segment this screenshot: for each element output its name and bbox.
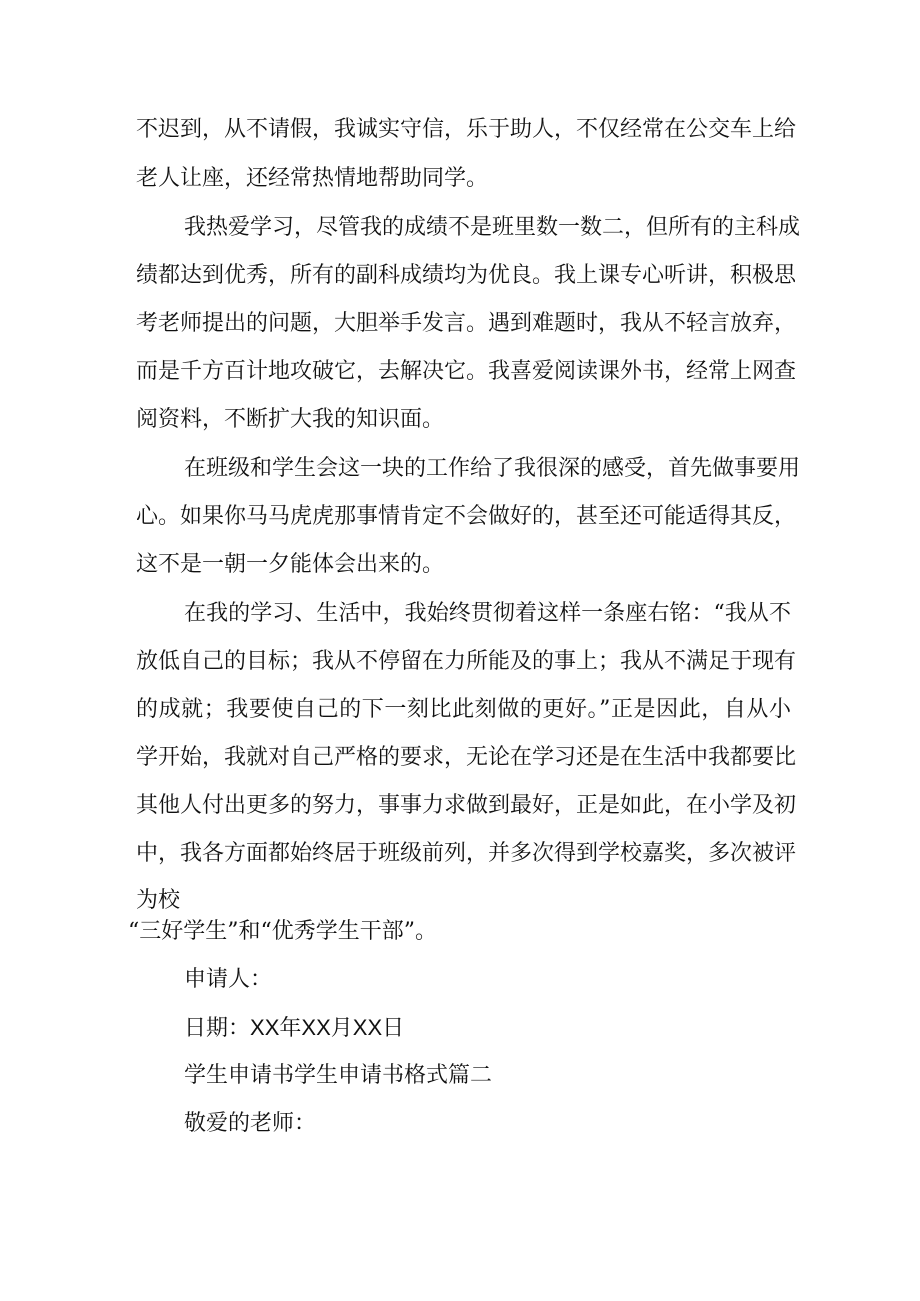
- text-line: 绩都达到优秀，所有的副科成绩均为优良。我上课专心听讲，积极思: [136, 263, 797, 288]
- text-line: “三好学生”和“优秀学生干部”。: [128, 919, 437, 944]
- date-month-unit: 月: [330, 1016, 353, 1041]
- text-line: 为校: [136, 888, 181, 913]
- text-line: 心。如果你马马虎虎那事情肯定不会做好的，甚至还可能适得其反，: [136, 504, 797, 529]
- text-line: 在班级和学生会这一块的工作给了我很深的感受，首先做事要用: [184, 456, 801, 481]
- text-line: 老人让座，还经常热情地帮助同学。: [136, 166, 489, 191]
- text-line: 考老师提出的问题，大胆举手发言。遇到难题时，我从不轻言放弃，: [136, 311, 797, 336]
- text-line: 在我的学习、生活中，我始终贯彻着这样一条座右铭：“我从不: [184, 601, 791, 626]
- text-line: 这不是一朝一夕能体会出来的。: [136, 552, 445, 577]
- text-line: 不迟到，从不请假，我诚实守信，乐于助人，不仅经常在公交车上给: [136, 117, 797, 142]
- text-line: 我热爱学习，尽管我的成绩不是班里数一数二，但所有的主科成: [184, 215, 801, 240]
- date-day: XX: [352, 1015, 383, 1040]
- date-month: XX: [301, 1015, 331, 1040]
- applicant-label: 申请人：: [184, 967, 273, 992]
- text-line: 的成就；我要使自己的下一刻比此刻做的更好。”正是因此，自从小: [136, 697, 791, 722]
- text-line: 放低自己的目标；我从不停留在力所能及的事上；我从不满足于现有: [136, 649, 797, 674]
- salutation: 敬爱的老师：: [184, 1111, 317, 1136]
- text-line: 而是千方百计地攻破它，去解决它。我喜爱阅读课外书，经常上网查: [136, 359, 797, 384]
- date-day-unit: 日: [382, 1016, 405, 1041]
- text-line: 其他人付出更多的努力，事事力求做到最好，正是如此，在小学及初: [136, 793, 797, 818]
- date-year-unit: 年: [279, 1016, 302, 1041]
- text-line: 阅资料，不断扩大我的知识面。: [136, 407, 445, 432]
- section-title: 学生申请书学生申请书格式篇二: [184, 1063, 493, 1088]
- date-label: 日期：: [184, 1016, 251, 1041]
- date-year: XX: [250, 1015, 280, 1040]
- text-line: 中，我各方面都始终居于班级前列，并多次得到学校嘉奖，多次被评: [136, 841, 797, 866]
- text-line: 学开始，我就对自己严格的要求，无论在学习还是在生活中我都要比: [136, 745, 797, 770]
- date-line: [184, 1014, 404, 1042]
